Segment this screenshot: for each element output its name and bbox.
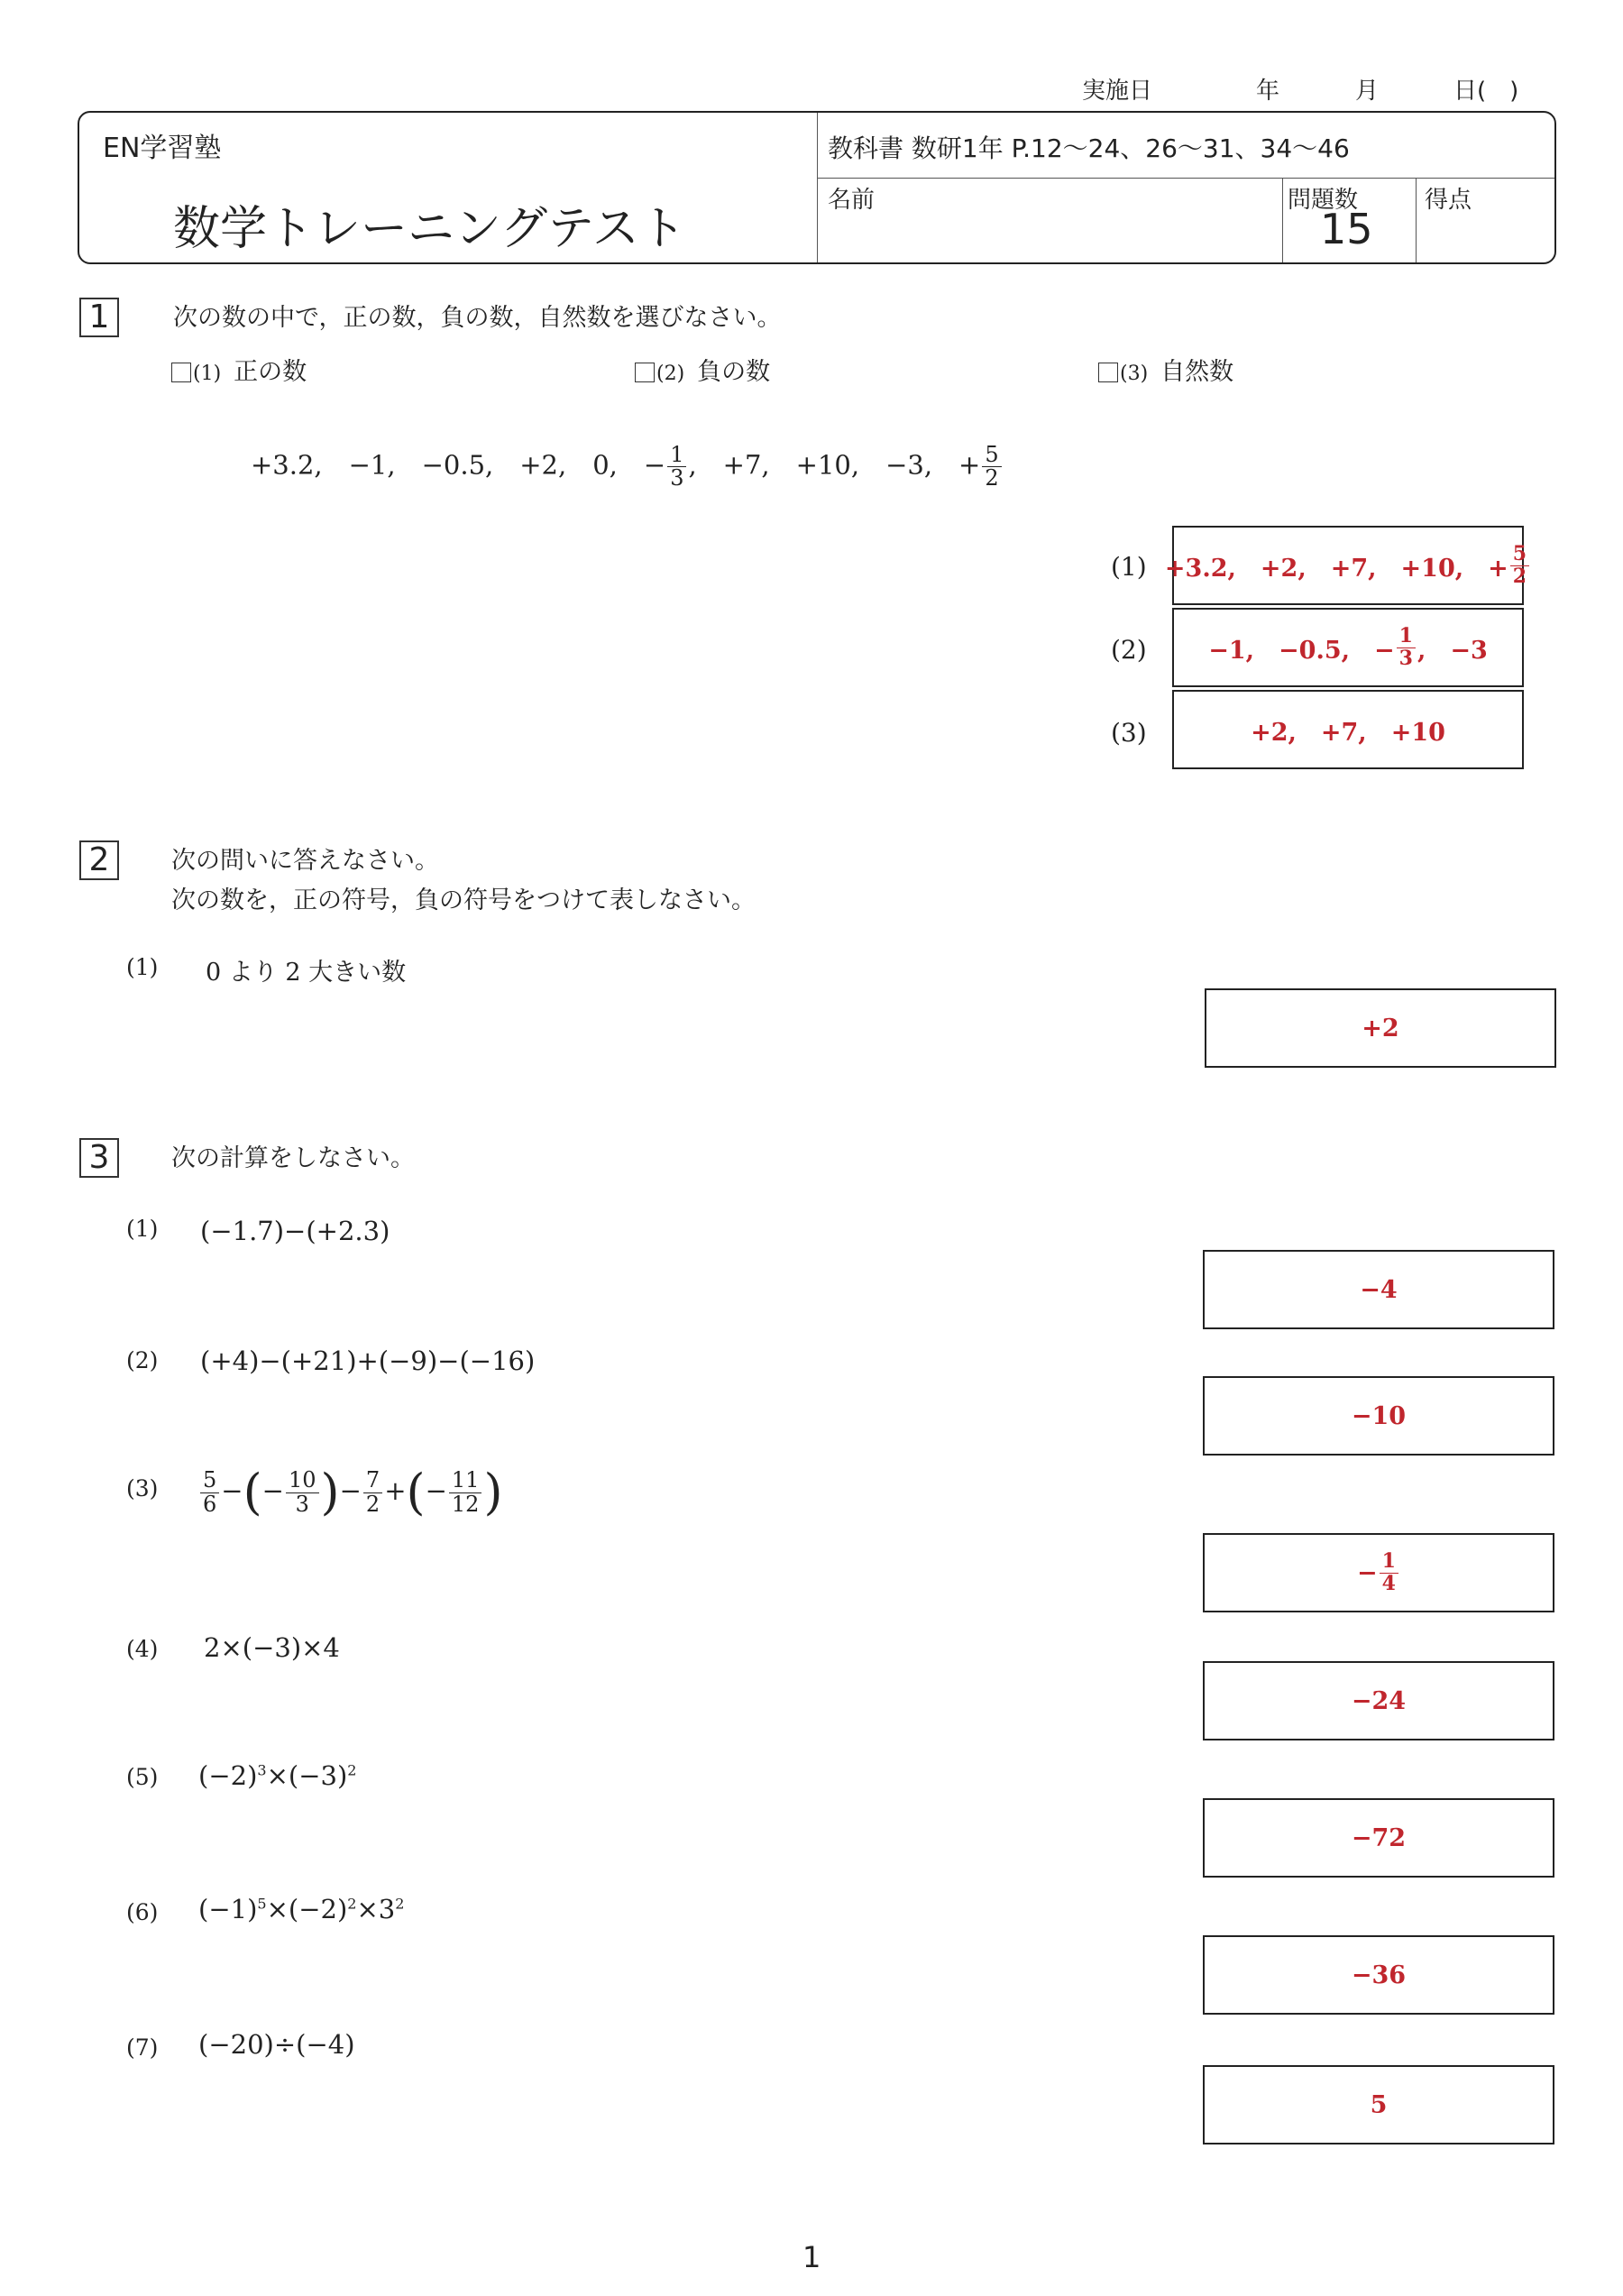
- q3-problem-number: (4): [126, 1636, 159, 1662]
- q1-answer-label-2: (2): [1111, 635, 1147, 665]
- checkbox[interactable]: [635, 363, 655, 382]
- q3-answer-box: −72: [1203, 1798, 1554, 1878]
- q1-number-list: +3.2, −1, −0.5, +2, 0, − $\frac{1}{3}$ , +7, +10, −3, + $\frac{5}{2}$: [251, 444, 1004, 490]
- q3-answer-box: −4: [1203, 1250, 1554, 1329]
- q3-problem-expr: $\frac{5}{6}$ −(− $\frac{10}{3}$ )− $\frac{7}{2}$ +(− $\frac{11}{12}$ ): [198, 1468, 503, 1517]
- question-number-1: 1: [79, 298, 119, 337]
- q3-problem-number: (6): [126, 1899, 159, 1925]
- q3-answer-box: −36: [1203, 1935, 1554, 2015]
- q3-problem-expr: $(-2)^3\times(-3)^2$: [198, 1760, 357, 1791]
- q2-problem-number: (1): [126, 954, 159, 980]
- test-title: 数学トレーニングテスト: [173, 202, 686, 256]
- q2-instruction: 次の問いに答えなさい。: [171, 847, 439, 875]
- year-label: 年: [1256, 78, 1280, 105]
- page-number: 1: [802, 2240, 821, 2274]
- q3-problem-number: (5): [126, 1764, 159, 1790]
- month-label: 月: [1355, 78, 1380, 105]
- count-value: 15: [1320, 205, 1373, 253]
- checkbox[interactable]: [1098, 363, 1118, 382]
- q3-answer-box: −10: [1203, 1376, 1554, 1456]
- school-name: EN学習塾: [103, 133, 222, 164]
- score-label: 得点: [1425, 187, 1472, 214]
- q2-problem-text: 0 より 2 大きい数: [206, 959, 407, 987]
- q1-option-1: (1) 正の数: [171, 352, 307, 387]
- name-label: 名前: [828, 187, 876, 214]
- q1-option-2: (2) 負の数: [635, 352, 770, 387]
- q1-option-3: (3) 自然数: [1098, 352, 1233, 387]
- q2-answer-box: +2: [1205, 988, 1556, 1068]
- q3-problem-expr: (−1.7)−(+2.3): [200, 1216, 390, 1246]
- q3-answer-box: −24: [1203, 1661, 1554, 1740]
- q3-problem-expr: (+4)−(+21)+(−9)−(−16): [200, 1345, 536, 1376]
- question-number-2: 2: [79, 840, 119, 880]
- q1-answer-box-3: +2, +7, +10: [1172, 690, 1524, 769]
- day-label: 日( ): [1453, 78, 1519, 105]
- textbook-range: 教科書 数研1年 P.12〜24、26〜31、34〜46: [828, 133, 1350, 163]
- header-box: [78, 111, 1556, 264]
- checkbox[interactable]: [171, 363, 191, 382]
- q3-problem-number: (2): [126, 1347, 159, 1373]
- q3-answer-box: − $\frac{1}{4}$: [1203, 1533, 1554, 1612]
- q1-answer-label-3: (3): [1111, 718, 1147, 748]
- q3-answer-box: 5: [1203, 2065, 1554, 2144]
- q3-problem-number: (7): [126, 2034, 159, 2061]
- question-number-3: 3: [79, 1138, 119, 1178]
- q1-instruction: 次の数の中で，正の数，負の数，自然数を選びなさい。: [173, 304, 782, 332]
- q3-problem-number: (1): [126, 1216, 159, 1242]
- q3-problem-expr: (−20)÷(−4): [198, 2029, 355, 2060]
- q3-problem-expr: $(-1)^5\times(-2)^2\times 3^2$: [198, 1894, 405, 1924]
- q1-answer-label-1: (1): [1111, 552, 1147, 582]
- q3-problem-expr: 2×(−3)×4: [204, 1632, 340, 1663]
- q3-problem-number: (3): [126, 1475, 159, 1502]
- q2-sub-instruction: 次の数を，正の符号，負の符号をつけて表しなさい。: [171, 886, 756, 914]
- q1-answer-box-2: −1, −0.5, − $\frac{1}{3}$ , −3: [1172, 608, 1524, 687]
- q3-instruction: 次の計算をしなさい。: [171, 1144, 415, 1172]
- q1-answer-box-1: +3.2, +2, +7, +10, + $\frac{5}{2}$: [1172, 526, 1524, 605]
- date-label: 実施日: [1082, 78, 1153, 105]
- count-label: 問題数: [1288, 187, 1359, 214]
